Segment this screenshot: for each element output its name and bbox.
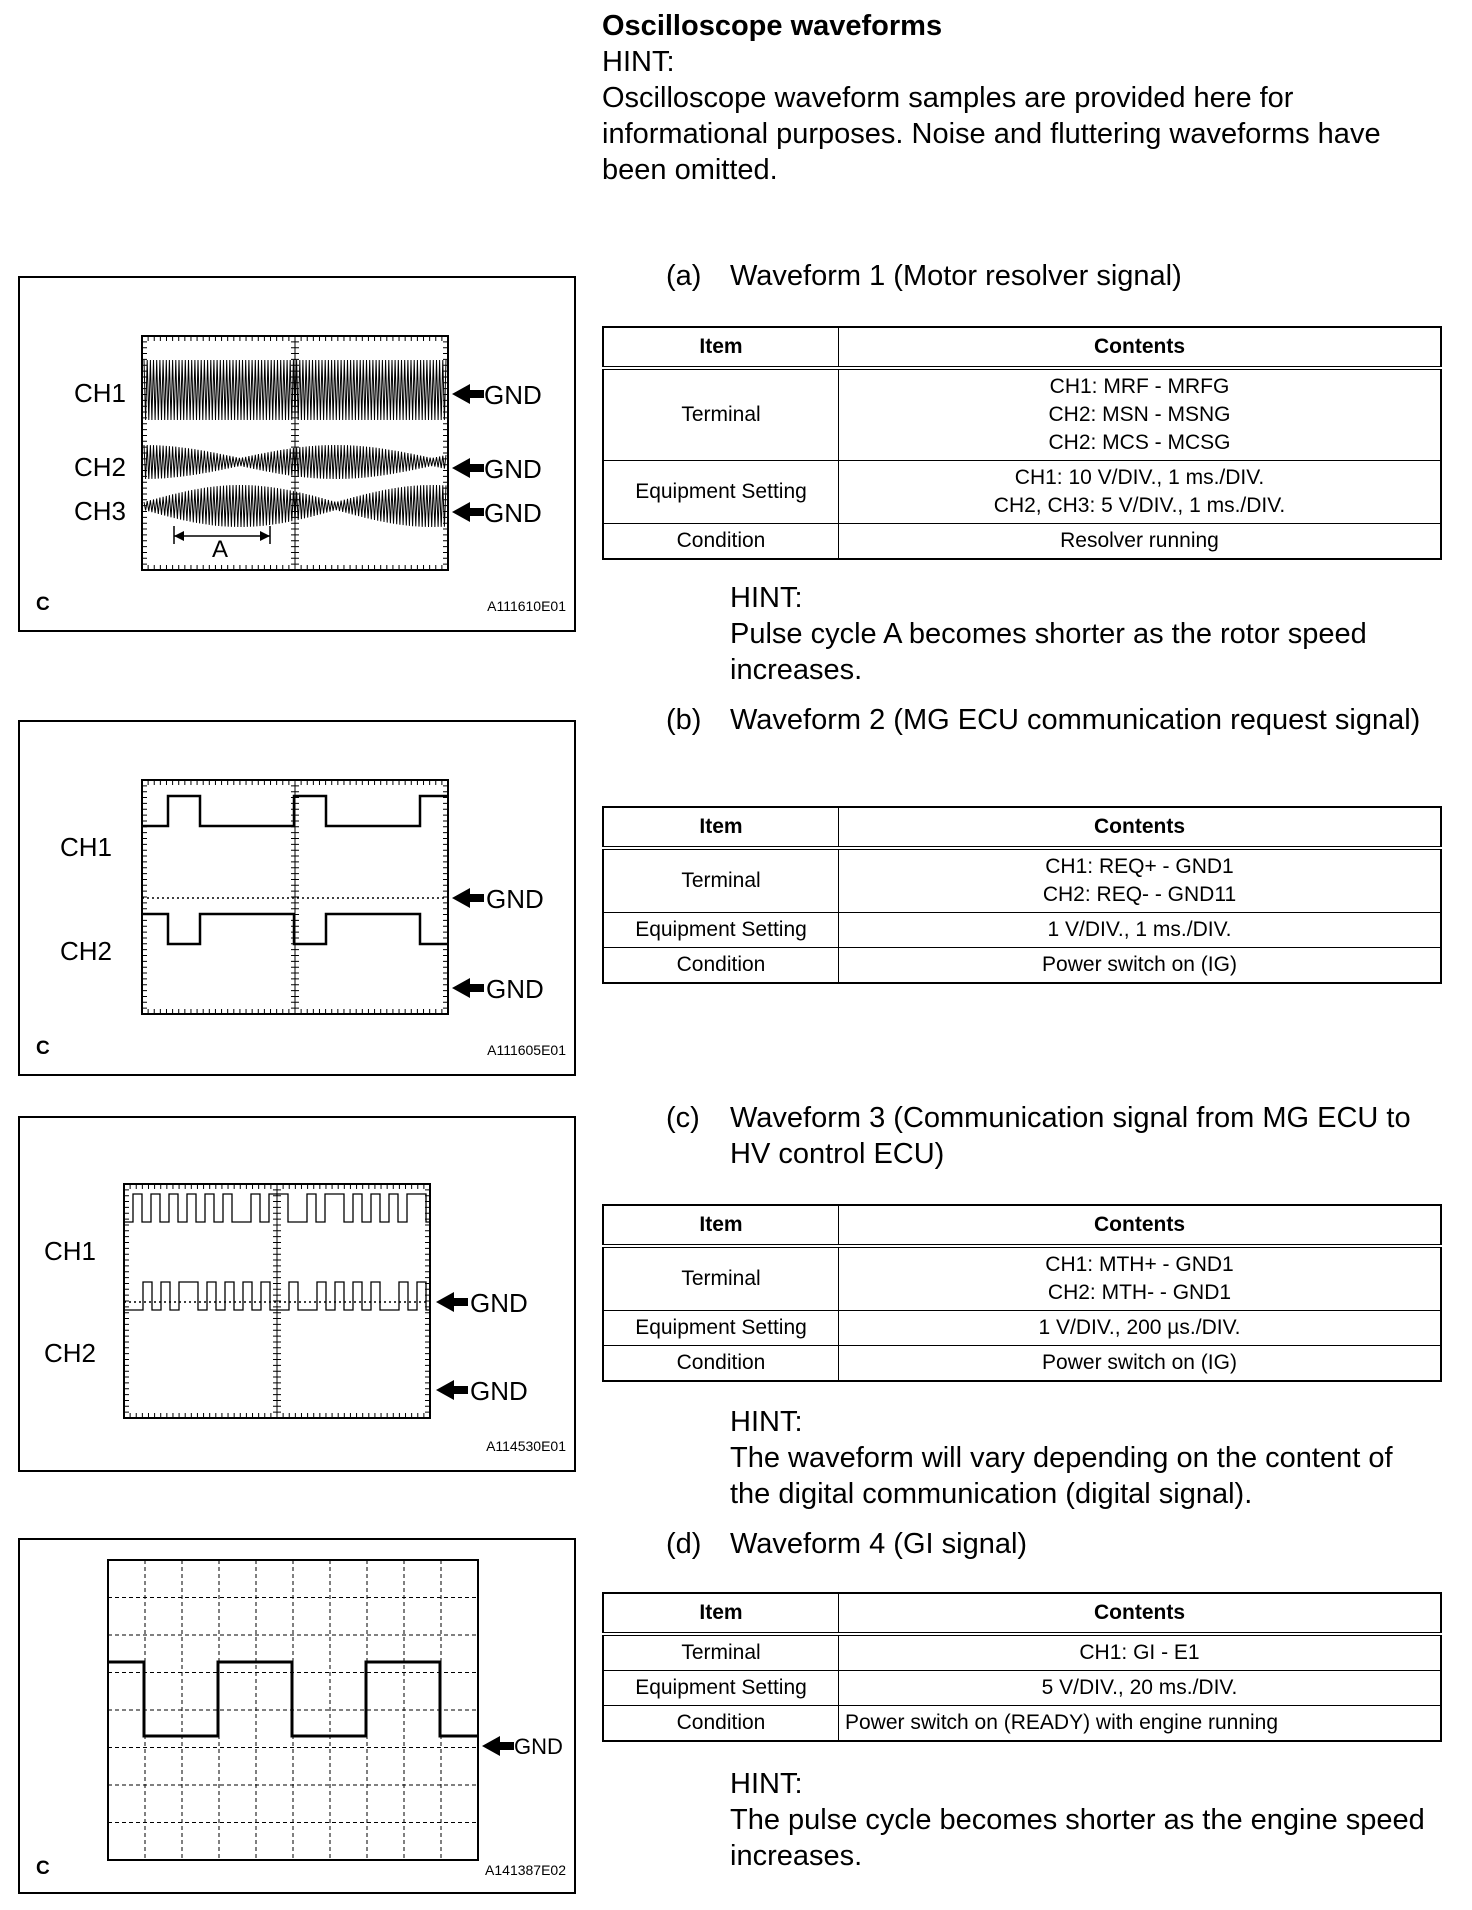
hint-text: The pulse cycle becomes shorter as the engine speed increases. bbox=[730, 1804, 1425, 1872]
table-header-row bbox=[603, 1205, 1441, 1246]
gnd-arrow-icon bbox=[452, 888, 484, 908]
table-row bbox=[603, 1706, 1441, 1742]
gnd-arrow-icon bbox=[436, 1380, 468, 1400]
table-row bbox=[603, 913, 1441, 948]
terminal-line: CH2: MTH- - GND1 bbox=[1047, 1281, 1232, 1304]
channel-label: CH2 bbox=[74, 452, 127, 482]
figure-id: A111605E01 bbox=[487, 1042, 566, 1058]
section-b-caption bbox=[666, 702, 1436, 738]
channel-label: CH1 bbox=[60, 832, 113, 862]
gnd-arrow-icon bbox=[452, 458, 484, 478]
gnd-arrow-icon bbox=[482, 1736, 514, 1756]
page-title: Oscilloscope waveforms bbox=[602, 10, 943, 42]
row-label: Condition bbox=[603, 524, 839, 560]
header-contents: Contents bbox=[839, 1593, 1442, 1634]
figure-id: A111610E01 bbox=[487, 598, 566, 614]
section-d-title: Waveform 4 (GI signal) bbox=[730, 1528, 1028, 1560]
row-label: Terminal bbox=[603, 1634, 839, 1671]
gnd-label: GND bbox=[486, 884, 544, 914]
gnd-arrow-icon bbox=[452, 384, 484, 404]
row-value: Resolver running bbox=[839, 524, 1442, 560]
table-row bbox=[603, 1311, 1441, 1346]
figure-c-mark: C bbox=[36, 1858, 50, 1879]
row-value bbox=[839, 1246, 1442, 1311]
header-item: Item bbox=[603, 327, 839, 368]
section-c-title: Waveform 3 (Communication signal from MG ECU to HV control ECU) bbox=[730, 1102, 1411, 1170]
gnd-label: GND bbox=[470, 1288, 528, 1318]
terminal-line: CH2: REQ- - GND11 bbox=[1042, 883, 1237, 906]
gnd-label: GND bbox=[484, 454, 542, 484]
row-value: 1 V/DIV., 200 µs./DIV. bbox=[839, 1311, 1442, 1346]
channel-label: CH2 bbox=[44, 1338, 97, 1368]
header-contents: Contents bbox=[839, 1205, 1442, 1246]
section-b-table bbox=[602, 806, 1442, 984]
section-a-hint bbox=[730, 580, 1440, 688]
figure-c-mark: C bbox=[36, 594, 50, 615]
section-b-title: Waveform 2 (MG ECU communication request signal) bbox=[730, 704, 1421, 736]
figure-id: A141387E02 bbox=[485, 1862, 566, 1878]
table-header-row bbox=[603, 807, 1441, 848]
equipment-line: CH2, CH3: 5 V/DIV., 1 ms./DIV. bbox=[993, 494, 1286, 517]
gnd-label: GND bbox=[486, 974, 544, 1004]
section-c-caption bbox=[666, 1100, 1436, 1172]
terminal-line: CH1: MRF - MRFG bbox=[1049, 375, 1230, 398]
gnd-label: GND bbox=[484, 380, 542, 410]
section-d-hint bbox=[730, 1766, 1440, 1874]
row-label: Equipment Setting bbox=[603, 461, 839, 524]
row-value: Power switch on (READY) with engine running bbox=[839, 1706, 1442, 1742]
header-item: Item bbox=[603, 1593, 839, 1634]
figure-gi bbox=[18, 1538, 576, 1894]
header-item: Item bbox=[603, 1205, 839, 1246]
hint-text: Pulse cycle A becomes shorter as the rotor speed increases. bbox=[730, 618, 1367, 686]
gnd-arrow-icon bbox=[452, 978, 484, 998]
row-label: Terminal bbox=[603, 1246, 839, 1311]
table-row bbox=[603, 1671, 1441, 1706]
row-value: Power switch on (IG) bbox=[839, 948, 1442, 984]
ch2-trace bbox=[142, 914, 448, 944]
section-d-caption bbox=[666, 1526, 1436, 1562]
section-a-letter: (a) bbox=[666, 260, 702, 292]
terminal-line: CH2: MCS - MCSG bbox=[1048, 431, 1231, 454]
row-label: Terminal bbox=[603, 848, 839, 913]
equipment-line: CH1: 10 V/DIV., 1 ms./DIV. bbox=[1014, 466, 1265, 489]
figure-resolver bbox=[18, 276, 576, 632]
gi-trace bbox=[108, 1662, 478, 1736]
figure-id: A114530E01 bbox=[486, 1438, 566, 1454]
row-label: Equipment Setting bbox=[603, 913, 839, 948]
table-row bbox=[603, 461, 1441, 524]
table-row bbox=[603, 948, 1441, 984]
section-c-letter: (c) bbox=[666, 1102, 700, 1134]
hint-label: HINT: bbox=[730, 1768, 803, 1800]
table-header-row bbox=[603, 327, 1441, 368]
gnd-arrow-icon bbox=[452, 502, 484, 522]
terminal-line: CH2: MSN - MSNG bbox=[1048, 403, 1231, 426]
hint-label: HINT: bbox=[730, 582, 803, 614]
row-value: Power switch on (IG) bbox=[839, 1346, 1442, 1382]
gnd-label: GND bbox=[470, 1376, 528, 1406]
table-row bbox=[603, 848, 1441, 913]
header-contents: Contents bbox=[839, 807, 1442, 848]
table-row bbox=[603, 1346, 1441, 1382]
table-row bbox=[603, 368, 1441, 461]
pulse-cycle-marker: A bbox=[212, 536, 229, 563]
row-label: Terminal bbox=[603, 368, 839, 461]
table-row bbox=[603, 524, 1441, 560]
table-row bbox=[603, 1634, 1441, 1671]
header-contents: Contents bbox=[839, 327, 1442, 368]
row-label: Equipment Setting bbox=[603, 1671, 839, 1706]
intro-hint-text: Oscilloscope waveform samples are provided here for informational purposes. Noise and fluttering waveforms have been omitted. bbox=[602, 82, 1381, 186]
figure-c-mark: C bbox=[36, 1038, 50, 1059]
row-value: 1 V/DIV., 1 ms./DIV. bbox=[839, 913, 1442, 948]
section-b-letter: (b) bbox=[666, 704, 702, 736]
section-c-table bbox=[602, 1204, 1442, 1382]
section-a-title: Waveform 1 (Motor resolver signal) bbox=[730, 260, 1182, 292]
row-value: 5 V/DIV., 20 ms./DIV. bbox=[839, 1671, 1442, 1706]
figure-request bbox=[18, 720, 576, 1076]
table-row bbox=[603, 1246, 1441, 1311]
channel-label: CH1 bbox=[74, 378, 127, 408]
ch1-trace bbox=[142, 796, 448, 826]
channel-label: CH3 bbox=[74, 496, 127, 526]
section-a-table bbox=[602, 326, 1442, 560]
hint-label: HINT: bbox=[730, 1406, 803, 1438]
section-d-letter: (d) bbox=[666, 1528, 702, 1560]
intro-hint-label: HINT: bbox=[602, 46, 675, 78]
row-label: Condition bbox=[603, 1346, 839, 1382]
row-label: Equipment Setting bbox=[603, 1311, 839, 1346]
channel-label: CH2 bbox=[60, 936, 113, 966]
row-value bbox=[839, 368, 1442, 461]
gnd-label: GND bbox=[514, 1734, 563, 1759]
header-item: Item bbox=[603, 807, 839, 848]
section-d-table bbox=[602, 1592, 1442, 1742]
row-value bbox=[839, 461, 1442, 524]
intro-block bbox=[602, 8, 1442, 188]
figure-communication bbox=[18, 1116, 576, 1472]
table-header-row bbox=[603, 1593, 1441, 1634]
channel-label: CH1 bbox=[44, 1236, 97, 1266]
terminal-line: CH1: REQ+ - GND1 bbox=[1045, 855, 1234, 878]
row-value: CH1: GI - E1 bbox=[839, 1634, 1442, 1671]
row-value bbox=[839, 848, 1442, 913]
row-label: Condition bbox=[603, 948, 839, 984]
gnd-arrow-icon bbox=[436, 1292, 468, 1312]
section-c-hint bbox=[730, 1404, 1440, 1512]
gnd-label: GND bbox=[484, 498, 542, 528]
terminal-line: CH1: MTH+ - GND1 bbox=[1045, 1253, 1234, 1276]
row-label: Condition bbox=[603, 1706, 839, 1742]
figure-gi-svg bbox=[20, 1540, 574, 1892]
section-a-caption bbox=[666, 258, 1436, 294]
hint-text: The waveform will vary depending on the content of the digital communication (digital signal). bbox=[730, 1442, 1393, 1510]
